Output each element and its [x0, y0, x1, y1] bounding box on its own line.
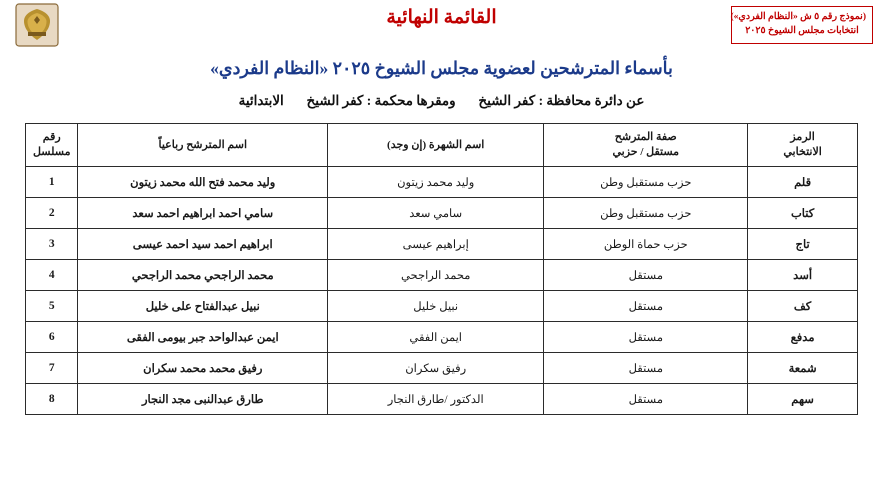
column-header-symbol	[748, 124, 858, 167]
table-row	[26, 291, 858, 322]
cell-fame: ايمن الفقي	[328, 322, 544, 353]
cell-number: 4	[26, 260, 78, 291]
candidates-table	[25, 123, 858, 415]
column-header-number	[26, 124, 78, 167]
district-name: كفر الشيخ	[478, 93, 536, 108]
candidates-table-container	[25, 123, 858, 415]
column-header-number-line-2: مسلسل	[32, 146, 71, 158]
column-header-fame: اسم الشهرة (إن وجد)	[328, 124, 544, 167]
cell-symbol: مدفع	[748, 322, 858, 353]
court-name: كفر الشيخ	[306, 93, 364, 108]
cell-name: طارق عبدالنبى مجد النجار	[78, 384, 328, 415]
column-header-capacity-line-1: صفة المترشح	[614, 131, 677, 144]
document-header	[0, 0, 883, 50]
court-level: الابتدائية	[238, 93, 284, 108]
cell-number: 8	[26, 384, 78, 415]
table-row	[26, 229, 858, 260]
column-header-symbol-line-1: الرمز	[790, 131, 815, 144]
cell-symbol: كتاب	[748, 198, 858, 229]
cell-symbol: أسد	[748, 260, 858, 291]
cell-name: رفيق محمد محمد سكران	[78, 353, 328, 384]
cell-number: 3	[26, 229, 78, 260]
cell-name: سامي احمد ابراهيم احمد سعد	[78, 198, 328, 229]
table-row	[26, 260, 858, 291]
table-row	[26, 322, 858, 353]
cell-name: محمد الراجحي محمد الراجحي	[78, 260, 328, 291]
column-header-capacity-line-2: مستقل / حزبي	[612, 146, 680, 158]
cell-name: ايمن عبدالواحد جبر بيومى الفقى	[78, 322, 328, 353]
cell-symbol: سهم	[748, 384, 858, 415]
cell-number: 2	[26, 198, 78, 229]
cell-capacity: مستقل	[544, 384, 748, 415]
cell-fame: نبيل خليل	[328, 291, 544, 322]
cell-capacity: مستقل	[544, 322, 748, 353]
form-stamp-line-1: (نموذج رقم ٥ ش «النظام الفردي»)	[730, 12, 866, 22]
column-header-capacity	[544, 124, 748, 167]
cell-capacity: حزب مستقبل وطن	[544, 167, 748, 198]
page-title: القائمة النهائية	[386, 7, 497, 28]
cell-capacity: حزب حماة الوطن	[544, 229, 748, 260]
cell-name: وليد محمد فتح الله محمد زيتون	[78, 167, 328, 198]
cell-number: 6	[26, 322, 78, 353]
column-header-name: اسم المترشح رباعياً	[78, 124, 328, 167]
table-header-row	[26, 124, 858, 167]
cell-number: 1	[26, 167, 78, 198]
cell-symbol: تاج	[748, 229, 858, 260]
form-stamp-line-2: انتخابات مجلس الشيوخ ٢٠٢٥	[745, 26, 859, 37]
cell-fame: محمد الراجحي	[328, 260, 544, 291]
cell-number: 7	[26, 353, 78, 384]
cell-fame: سامي سعد	[328, 198, 544, 229]
cell-capacity: مستقل	[544, 260, 748, 291]
cell-symbol: قلم	[748, 167, 858, 198]
district-prefix-label: عن دائرة محافظة :	[538, 93, 645, 108]
eagle-emblem-icon	[14, 2, 60, 48]
cell-name: ابراهيم احمد سيد احمد عيسى	[78, 229, 328, 260]
cell-fame: الدكتور /طارق النجار	[328, 384, 544, 415]
cell-capacity: حزب مستقبل وطن	[544, 198, 748, 229]
cell-symbol: شمعة	[748, 353, 858, 384]
cell-fame: وليد محمد زيتون	[328, 167, 544, 198]
cell-capacity: مستقل	[544, 353, 748, 384]
document-subtitle: بأسماء المترشحين لعضوية مجلس الشيوخ ٢٠٢٥ «النظام الفردي»	[210, 58, 673, 78]
table-row	[26, 167, 858, 198]
table-row	[26, 353, 858, 384]
court-label: ومقرها محكمة :	[366, 93, 456, 108]
table-row	[26, 384, 858, 415]
cell-fame: رفيق سكران	[328, 353, 544, 384]
column-header-number-line-1: رقم	[42, 131, 61, 144]
column-header-symbol-line-2: الانتخابي	[783, 146, 822, 158]
cell-name: نبيل عبدالفتاح على خليل	[78, 291, 328, 322]
cell-symbol: كف	[748, 291, 858, 322]
cell-number: 5	[26, 291, 78, 322]
cell-fame: إبراهيم عيسى	[328, 229, 544, 260]
district-line	[0, 93, 883, 109]
cell-capacity: مستقل	[544, 291, 748, 322]
table-row	[26, 198, 858, 229]
